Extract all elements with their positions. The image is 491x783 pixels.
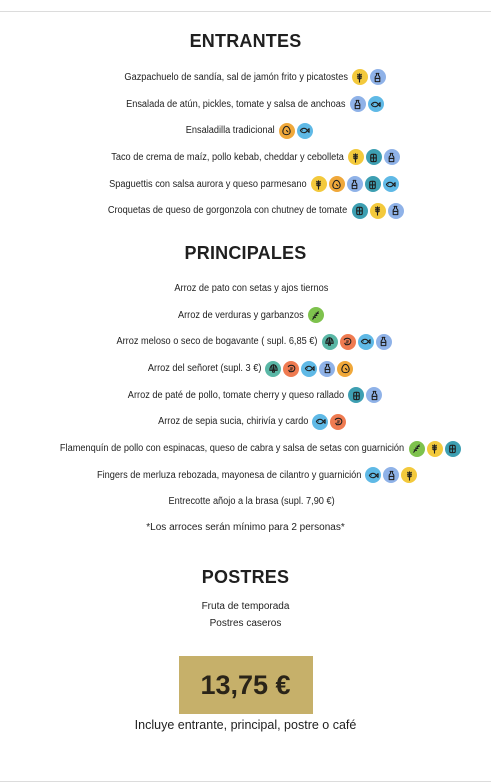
- menu-item: [107, 91, 383, 118]
- egg-icon: [329, 176, 345, 192]
- menu-item-name: Ensalada de atún, pickles, tomate y salsa de anchoas: [126, 98, 346, 110]
- menu-item-name: Arroz de pato con setas y ajos tiernos: [174, 282, 329, 294]
- bottom-divider: [0, 781, 491, 782]
- menu-item-name: Spaguettis con salsa aurora y queso parmesano: [109, 178, 307, 190]
- fish-icon: [358, 334, 374, 350]
- menu-item: [74, 462, 417, 489]
- section-title-principales: PRINCIPALES: [184, 243, 307, 264]
- fish-icon: [368, 96, 384, 112]
- menu-item: [178, 117, 313, 144]
- allergen-icons: [309, 176, 399, 192]
- menu-item: [105, 64, 386, 91]
- shell-icon: [265, 361, 281, 377]
- fish-icon: [301, 361, 317, 377]
- celery-icon: [409, 441, 425, 457]
- menu-item-name: Entrecotte añojo a la brasa (supl. 7,90 €): [168, 496, 335, 508]
- allergen-icons: [277, 123, 313, 139]
- menu-item: [161, 275, 330, 302]
- menu-item: [154, 489, 337, 516]
- milk-icon: [366, 387, 382, 403]
- nuts-icon: [352, 203, 368, 219]
- fish-icon: [312, 414, 328, 430]
- fish-icon: [297, 123, 313, 139]
- milk-icon: [350, 96, 366, 112]
- menu-item-name: Fingers de merluza rebozada, mayonesa de cilantro y guarnición: [96, 469, 362, 481]
- section-title-postres: POSTRES: [201, 567, 290, 588]
- postre-item: Fruta de temporada: [201, 601, 290, 613]
- menu-item-name: Arroz de sepia sucia, chirivía y cardo: [157, 416, 309, 428]
- section-title-entrantes: ENTRANTES: [189, 31, 302, 51]
- allergen-icons: [350, 69, 386, 85]
- wheat-icon: [348, 149, 364, 165]
- menu-item: [92, 171, 399, 198]
- principales-list: [0, 275, 491, 515]
- wheat-icon: [370, 203, 386, 219]
- milk-icon: [347, 176, 363, 192]
- menu-item-name: Arroz del señoret (supl. 3 €): [147, 363, 262, 375]
- menu-item-name: Gazpachuelo de sandía, sal de jamón frito y picatostes: [124, 71, 348, 83]
- menu-item: [138, 355, 353, 382]
- allergen-icons: [346, 149, 400, 165]
- milk-icon: [384, 149, 400, 165]
- postre-item: Postres caseros: [209, 618, 282, 630]
- allergen-icons: [363, 467, 417, 483]
- allergen-icons: [350, 203, 404, 219]
- shrimp-icon: [340, 334, 356, 350]
- menu-item: [30, 435, 460, 462]
- price-includes-text: Incluye entrante, principal, postre o café: [134, 718, 357, 733]
- allergen-icons: [263, 361, 353, 377]
- allergen-icons: [348, 96, 384, 112]
- menu-item: [99, 329, 391, 356]
- menu-item-name: Arroz de verduras y garbanzos: [178, 309, 304, 321]
- egg-icon: [337, 361, 353, 377]
- menu-item-name: Arroz meloso o seco de bogavante ( supl. 6,85 €): [116, 336, 318, 348]
- wheat-icon: [311, 176, 327, 192]
- wheat-icon: [401, 467, 417, 483]
- shell-icon: [322, 334, 338, 350]
- menu-item: [109, 382, 382, 409]
- price-box: [179, 656, 313, 714]
- wheat-icon: [427, 441, 443, 457]
- rice-note: *Los arroces serán mínimo para 2 personas*: [146, 522, 345, 534]
- allergen-icons: [306, 307, 324, 323]
- postres-list: [202, 598, 290, 632]
- nuts-icon: [365, 176, 381, 192]
- nuts-icon: [445, 441, 461, 457]
- fish-icon: [383, 176, 399, 192]
- menu-item: [87, 197, 403, 224]
- milk-icon: [376, 334, 392, 350]
- entrantes-list: [0, 64, 491, 224]
- milk-icon: [319, 361, 335, 377]
- wheat-icon: [352, 69, 368, 85]
- menu-item: [145, 409, 346, 436]
- allergen-icons: [407, 441, 461, 457]
- celery-icon: [308, 307, 324, 323]
- shrimp-icon: [330, 414, 346, 430]
- fish-icon: [365, 467, 381, 483]
- milk-icon: [370, 69, 386, 85]
- menu-item-name: Flamenquín de pollo con espinacas, queso de cabra y salsa de setas con guarnición: [60, 443, 405, 455]
- shrimp-icon: [283, 361, 299, 377]
- menu-item-name: Ensaladilla tradicional: [185, 125, 275, 137]
- menu-item-name: Arroz de paté de pollo, tomate cherry y queso rallado: [127, 389, 345, 401]
- nuts-icon: [366, 149, 382, 165]
- egg-icon: [279, 123, 295, 139]
- menu-item-name: Taco de crema de maíz, pollo kebab, cheddar y cebolleta: [111, 151, 344, 163]
- allergen-icons: [310, 414, 346, 430]
- menu-item-name: Croquetas de queso de gorgonzola con chutney de tomate: [108, 205, 348, 217]
- allergen-icons: [320, 334, 392, 350]
- nuts-icon: [348, 387, 364, 403]
- menu-item: [91, 144, 400, 171]
- allergen-icons: [346, 387, 382, 403]
- milk-icon: [383, 467, 399, 483]
- menu-price: 13,75 €: [200, 669, 291, 700]
- menu-item: [167, 302, 324, 329]
- milk-icon: [388, 203, 404, 219]
